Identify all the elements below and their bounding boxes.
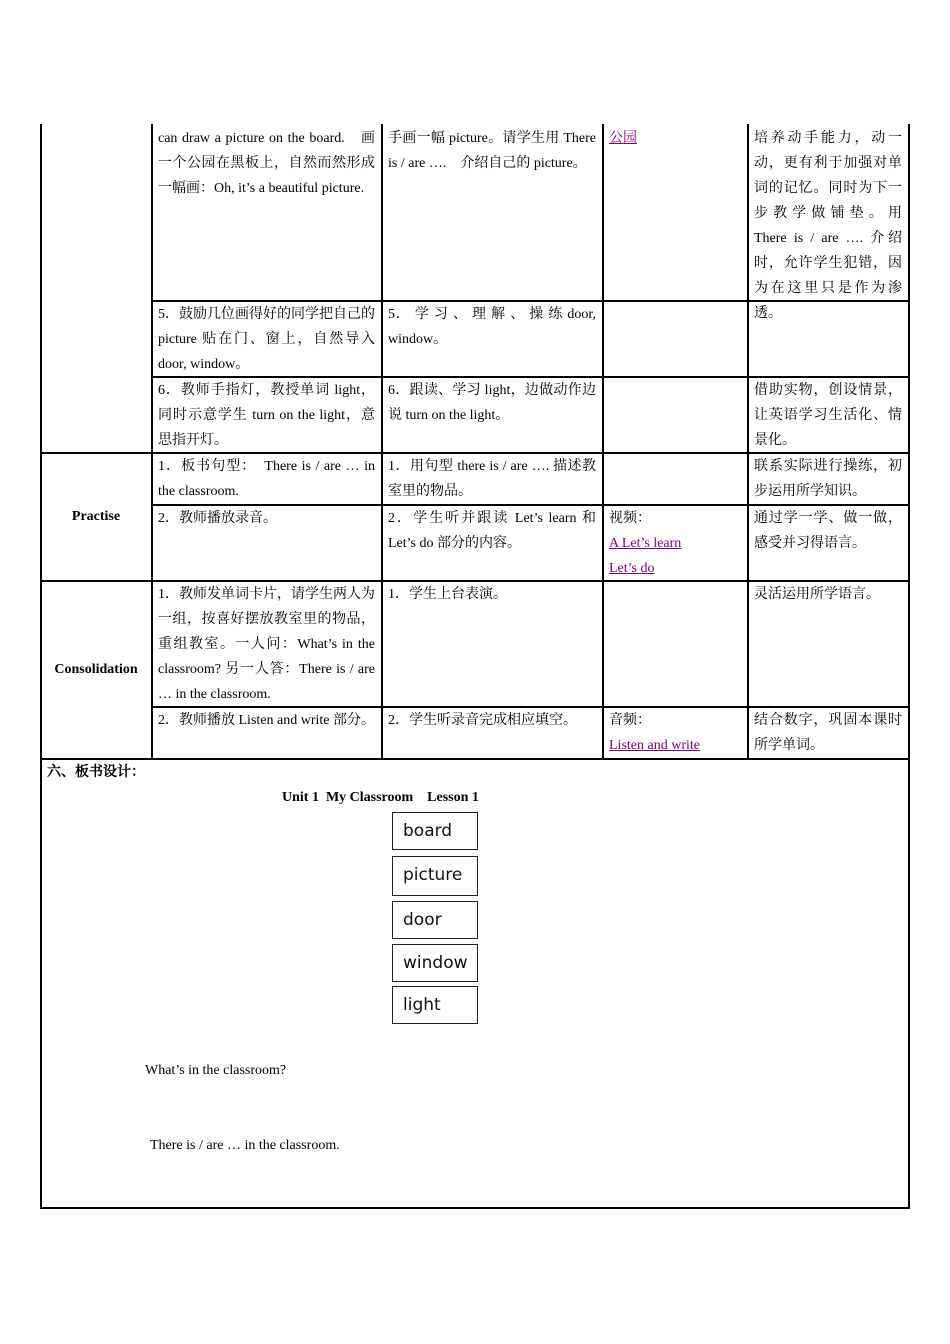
consolidation-r1-student-cell [382,582,602,607]
r3-purpose-cell [748,378,908,453]
video-label: 视频： [609,511,651,526]
board-design-title: 六、板书设计： [47,765,145,780]
r2-teacher-text: 5．鼓励几位画得好的同学把自己的 picture 贴在门、窗上，自然导入 door, window。 [158,307,375,372]
r1-teacher-text: can draw a picture on the board. 画一个公园在黑板上，自然而然形成一幅画：Oh, it’s a beautiful picture. [158,131,375,196]
consolidation-r2-teacher-text: 2．教师播放 Listen and write 部分。 [158,713,375,728]
word-card-picture: picture [392,856,478,896]
board-question: What’s in the classroom? [145,1063,287,1078]
listen-and-write-audio-link[interactable]: Listen and write [609,738,700,753]
park-resource-link[interactable]: 公园 [609,131,637,146]
consolidation-r1-purpose-cell [748,582,908,607]
r3-purpose-text: 借助实物，创设情景，让英语学习生活化、情景化。 [754,383,902,448]
consolidation-r2-purpose-cell [748,708,908,758]
r2-student-text: 5． 学 习 、 理 解 、 操 练 door, window。 [388,307,596,347]
practise-r1-teacher-cell [152,454,381,504]
stage-practise [41,453,151,580]
practise-r2-teacher-text: 2．教师播放录音。 [158,511,277,526]
consolidation-r2-student-text: 2．学生听录音完成相应填空。 [388,713,577,728]
r3-teacher-cell [152,378,381,453]
col-sep-3 [602,124,604,760]
r1-student-cell [382,126,602,176]
col-sep-2 [381,124,383,760]
consolidation-r2-resource-cell [603,708,747,758]
word-card-light: light [392,986,478,1024]
practise-r1-purpose-text: 联系实际进行操练，初步运用所学知识。 [754,459,902,499]
r2-teacher-cell [152,302,381,377]
practise-r2-student-cell [382,506,602,556]
practise-r2-purpose-cell [748,506,908,556]
lets-learn-video-link[interactable]: A Let’s learn [609,536,682,551]
practise-r2-resource-cell [603,506,747,581]
table-border-bottom [40,1207,910,1209]
r1-teacher-cell [152,126,381,201]
r3-student-text: 6．跟读、学习 light，边做动作边说 turn on the light。 [388,383,596,423]
table-border-right [908,124,910,1209]
word-card-window: window [392,944,478,982]
r1-student-text: 手画一幅 picture。请学生用 There is / are …. 介绍自己的 picture。 [388,131,596,171]
word-card-door: door [392,901,478,939]
consolidation-r2-student-cell [382,708,602,733]
practise-r2-teacher-cell [152,506,381,531]
r3-teacher-text: 6．教师手指灯，教授单词 light，同时示意学生 turn on the light，意思指开灯。 [158,383,375,448]
consolidation-r1-teacher-cell [152,582,381,707]
consolidation-r1-purpose-text: 灵活运用所学语言。 [754,587,880,602]
board-answer: There is / are … in the classroom. [150,1138,340,1153]
lets-do-video-link[interactable]: Let’s do [609,561,655,576]
consolidation-r2-purpose-text: 结合数字，巩固本课时所学单词。 [754,713,902,753]
r1-resource-cell [603,126,747,151]
consolidation-r1-student-text: 1．学生上台表演。 [388,587,507,602]
practise-r2-purpose-text: 通过学一学、做一做，感受并习得语言。 [754,511,902,551]
r1-purpose-text: 培养动手能力，动一动，更有利于加强对单词的记忆。同时为下一步教学做铺垫。用 There is / are …. 介绍时，允许学生犯错，因为在这里只是作为渗透。 [754,131,902,321]
r1-purpose-cell [748,126,908,326]
practise-r1-student-text: 1．用句型 there is / are …. 描述教室里的物品。 [388,459,596,499]
board-heading: Unit 1 My Classroom Lesson 1 [282,790,479,805]
practise-r1-student-cell [382,454,602,504]
consolidation-r2-teacher-cell [152,708,381,733]
stage-consolidation-label: Consolidation [54,661,138,677]
r2-student-cell [382,302,602,352]
word-card-board: board [392,812,478,850]
audio-label: 音频： [609,713,651,728]
consolidation-r1-teacher-text: 1．教师发单词卡片，请学生两人为一组，按喜好摆放教室里的物品，重组教室。一人问：What’s in the classroom? 另一人答：There is / are … in the classroom. [158,587,375,702]
r3-student-cell [382,378,602,428]
practise-r1-purpose-cell [748,454,908,504]
row-line-7 [40,758,910,760]
stage-practise-label: Practise [71,508,121,524]
stage-consolidation [41,581,151,758]
practise-r1-teacher-text: 1．板书句型： There is / are … in the classroom. [158,459,375,499]
practise-r2-student-text: 2．学生听并跟读 Let’s learn 和 Let’s do 部分的内容。 [388,511,596,551]
